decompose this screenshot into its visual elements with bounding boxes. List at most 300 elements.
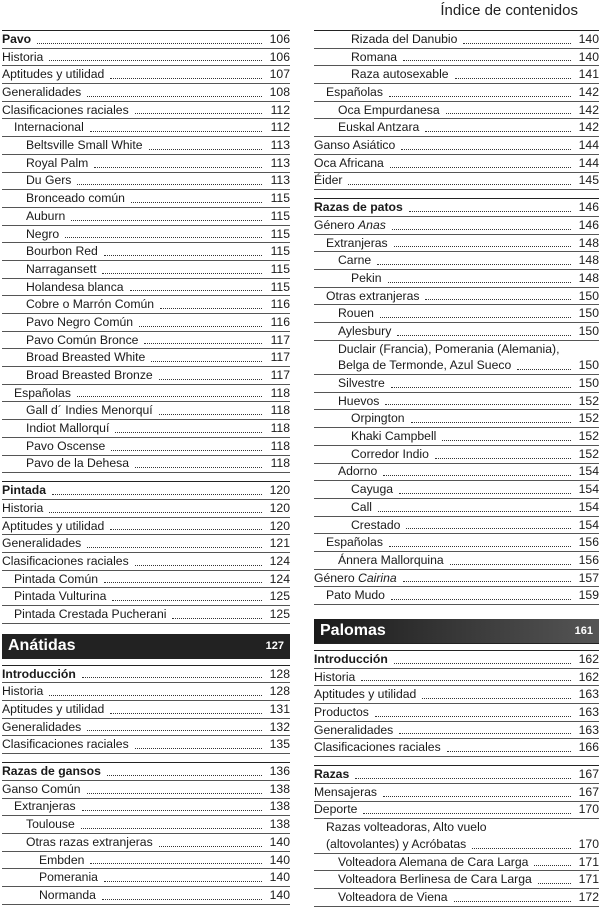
toc-entry-label: Cobre o Marrón Común — [26, 297, 155, 312]
toc-entry-label: Historia — [2, 49, 44, 64]
dot-leader — [454, 900, 571, 902]
toc-entry-label: Otras razas extranjeras — [26, 834, 153, 849]
dot-leader — [102, 272, 262, 274]
dot-leader — [135, 466, 262, 468]
toc-entry-label: Broad Breasted White — [26, 350, 146, 365]
toc-entry-label: Género Anas — [314, 217, 386, 232]
toc-entry[interactable] — [2, 102, 290, 120]
dot-leader — [403, 580, 571, 582]
toc-entry[interactable] — [314, 889, 599, 907]
toc-entry[interactable] — [314, 871, 599, 889]
toc-entry[interactable] — [314, 305, 599, 323]
dot-leader — [110, 77, 262, 79]
dot-leader — [82, 676, 262, 678]
toc-entry[interactable] — [2, 31, 290, 49]
toc-entry-page: 136 — [269, 764, 290, 779]
toc-entry[interactable] — [314, 49, 599, 67]
toc-group — [2, 31, 290, 473]
toc-entry-label: Generalidades — [314, 722, 394, 737]
toc-entry[interactable] — [314, 66, 599, 84]
toc-entry-label: Gall d´ Indies Menorquí — [26, 403, 153, 418]
toc-entry-label: Extranjeras — [14, 799, 76, 814]
dot-leader — [90, 862, 262, 864]
toc-entry[interactable] — [314, 428, 599, 446]
toc-entry-page: 113 — [270, 173, 290, 188]
toc-entry[interactable] — [314, 357, 599, 375]
divider — [314, 644, 599, 651]
toc-entry-page: 125 — [269, 589, 290, 604]
toc-entry-label: Razas de patos — [314, 200, 403, 215]
toc-entry[interactable] — [2, 500, 290, 518]
toc-entry[interactable] — [2, 332, 290, 350]
dot-leader — [391, 598, 571, 600]
toc-group — [314, 766, 599, 907]
toc-entry[interactable] — [2, 816, 290, 834]
dot-leader — [447, 750, 571, 752]
toc-entry[interactable] — [2, 349, 290, 367]
toc-entry-page: 163 — [578, 687, 599, 702]
toc-entry-label: Extranjeras — [326, 235, 388, 250]
dot-leader — [94, 166, 262, 168]
toc-entry-page: 118 — [270, 403, 290, 418]
toc-entry-label: Corredor Indio — [351, 446, 429, 461]
toc-entry-page: 148 — [578, 270, 599, 285]
toc-entry-page: 112 — [270, 120, 290, 135]
toc-entry[interactable] — [314, 669, 599, 687]
dot-leader — [383, 795, 571, 797]
toc-group — [314, 31, 599, 190]
toc-entry-page: 141 — [578, 67, 599, 82]
toc-entry[interactable] — [314, 235, 599, 253]
dot-leader — [151, 360, 262, 362]
dot-leader — [104, 254, 262, 256]
toc-entry-label: Crestado — [351, 517, 401, 532]
toc-entry-page: 170 — [578, 802, 599, 817]
dot-leader — [394, 245, 571, 247]
toc-entry-page: 154 — [578, 482, 599, 497]
toc-entry[interactable] — [2, 119, 290, 137]
toc-entry-page: 118 — [270, 438, 290, 453]
toc-entry-page: 117 — [270, 332, 290, 347]
toc-entry-label: Pavo de la Dehesa — [26, 456, 129, 471]
toc-entry-label: Pintada Crestada Pucherani — [14, 606, 167, 621]
dot-leader — [135, 112, 262, 114]
dot-leader — [377, 263, 571, 265]
toc-entry[interactable] — [2, 482, 290, 500]
toc-entry-label: Género Cairina — [314, 570, 397, 585]
toc-entry-page: 152 — [578, 429, 599, 444]
toc-entry[interactable] — [2, 279, 290, 297]
dot-leader — [90, 130, 262, 132]
dot-leader — [102, 898, 262, 900]
toc-entry[interactable] — [314, 155, 599, 173]
toc-entry[interactable] — [2, 420, 290, 438]
toc-entry-label: Historia — [2, 684, 44, 699]
toc-entry[interactable] — [314, 31, 599, 49]
dot-leader — [472, 847, 571, 849]
dot-leader — [442, 439, 571, 441]
toc-entry[interactable] — [314, 686, 599, 704]
toc-entry-label: Romana — [351, 49, 398, 64]
dot-leader — [81, 827, 262, 829]
toc-entry-page: 115 — [270, 226, 290, 241]
toc-entry-label: Raza autosexable — [351, 67, 449, 82]
dot-leader — [144, 342, 262, 344]
toc-entry-label: Indiot Mallorquí — [26, 421, 110, 436]
toc-entry-label: Generalidades — [2, 85, 82, 100]
toc-entry[interactable] — [314, 252, 599, 270]
toc-entry-page: 150 — [578, 358, 599, 373]
toc-entry-label: Introducción — [314, 651, 388, 666]
toc-entry-page: 108 — [269, 85, 290, 100]
toc-entry[interactable] — [314, 102, 599, 120]
toc-entry[interactable] — [2, 173, 290, 191]
toc-entry[interactable] — [2, 84, 290, 102]
toc-entry[interactable] — [314, 446, 599, 464]
toc-entry-page: 113 — [270, 138, 290, 153]
dot-leader — [401, 148, 571, 150]
dot-leader — [378, 510, 571, 512]
toc-entry[interactable] — [2, 190, 290, 208]
toc-entry-label: Call — [351, 499, 372, 514]
toc-entry[interactable] — [2, 367, 290, 385]
toc-entry-page: 115 — [270, 261, 290, 276]
dot-leader — [383, 474, 571, 476]
toc-entry[interactable] — [314, 836, 599, 854]
toc-entry-page: 120 — [269, 500, 290, 515]
toc-entry[interactable] — [314, 517, 599, 535]
dot-leader — [399, 492, 571, 494]
toc-entry-label: Beltsville Small White — [26, 138, 143, 153]
toc-entry-page: 131 — [269, 702, 290, 717]
toc-entry[interactable] — [2, 385, 290, 403]
dot-leader — [107, 774, 262, 776]
dot-leader — [49, 59, 262, 61]
toc-entry-page: 146 — [578, 200, 599, 215]
toc-entry-label: Pavo Común Bronce — [26, 332, 139, 347]
toc-entry-label: Pavo Oscense — [26, 438, 106, 453]
toc-column-left — [2, 30, 290, 905]
toc-entry[interactable] — [314, 84, 599, 102]
dot-leader — [392, 228, 571, 230]
toc-group — [314, 199, 599, 605]
toc-entry-page: 138 — [269, 781, 290, 796]
toc-entry[interactable] — [314, 651, 599, 669]
toc-entry-page: 152 — [578, 393, 599, 408]
toc-entry-page: 162 — [578, 651, 599, 666]
toc-entry-page: 146 — [578, 217, 599, 232]
dot-leader — [115, 431, 262, 433]
dot-leader — [77, 395, 262, 397]
toc-entry-label: Cayuga — [351, 482, 394, 497]
toc-entry-label: Volteadora Alemana de Cara Larga — [338, 854, 529, 869]
toc-entry[interactable] — [314, 323, 599, 341]
toc-entry-page: 118 — [270, 421, 290, 436]
toc-entry[interactable] — [314, 464, 599, 482]
toc-entry-label: Bourbon Red — [26, 244, 98, 259]
toc-entry-label: Deporte — [314, 802, 358, 817]
dot-leader — [517, 368, 571, 370]
toc-entry-label: Euskal Antzara — [338, 120, 420, 135]
toc-entry[interactable] — [314, 270, 599, 288]
toc-entry[interactable] — [2, 869, 290, 887]
toc-entry[interactable] — [314, 393, 599, 411]
toc-entry[interactable] — [314, 199, 599, 217]
toc-entry-label: Clasificaciones raciales — [314, 740, 441, 755]
toc-entry-page: 140 — [269, 887, 290, 902]
toc-entry-label: Pato Mudo — [326, 588, 385, 603]
toc-entry-page: 113 — [270, 155, 290, 170]
dot-leader — [131, 201, 262, 203]
toc-entry-label: Aptitudes y utilidad — [314, 687, 417, 702]
dot-leader — [394, 662, 571, 664]
toc-entry-page: 140 — [269, 870, 290, 885]
toc-entry[interactable] — [2, 226, 290, 244]
toc-entry[interactable] — [314, 217, 599, 235]
toc-entry[interactable] — [314, 119, 599, 137]
toc-entry-page: 148 — [578, 253, 599, 268]
toc-entry-label: Pomerania — [39, 870, 98, 885]
toc-entry-label: Orpington — [351, 411, 405, 426]
toc-entry-label: Éider — [314, 173, 343, 188]
toc-entry[interactable] — [2, 666, 290, 684]
toc-entry[interactable] — [2, 852, 290, 870]
toc-entry-page: 132 — [269, 719, 290, 734]
toc-entry-label: Broad Breasted Bronze — [26, 368, 153, 383]
dot-leader — [82, 809, 262, 811]
dot-leader — [361, 679, 571, 681]
toc-entry-label: Oca Empurdanesa — [338, 102, 440, 117]
dot-leader — [71, 219, 262, 221]
toc-entry[interactable] — [2, 588, 290, 606]
divider — [2, 754, 290, 763]
toc-entry[interactable] — [2, 887, 290, 905]
toc-entry-page: 117 — [270, 368, 290, 383]
toc-entry-page: 120 — [269, 518, 290, 533]
toc-entry[interactable] — [2, 719, 290, 737]
toc-entry-label: Toulouse — [26, 817, 75, 832]
toc-entry[interactable] — [314, 375, 599, 393]
toc-entry-label: Ganso Asiático — [314, 138, 396, 153]
toc-entry[interactable] — [314, 766, 599, 784]
toc-entry-page: 148 — [578, 235, 599, 250]
dot-leader — [52, 493, 262, 495]
toc-entry[interactable] — [2, 571, 290, 589]
toc-entry-label: Volteadora de Viena — [338, 889, 448, 904]
toc-entry[interactable] — [314, 570, 599, 588]
toc-entry-page: 128 — [269, 666, 290, 681]
toc-entry-page: 135 — [269, 737, 290, 752]
toc-entry[interactable] — [2, 683, 290, 701]
toc-entry-label: Productos — [314, 705, 369, 720]
toc-entry-label: Otras extranjeras — [326, 288, 420, 303]
dot-leader — [49, 694, 262, 696]
toc-entry-label: Pavo Negro Común — [26, 314, 134, 329]
toc-entry-page: 138 — [269, 817, 290, 832]
toc-entry[interactable] — [314, 341, 599, 358]
toc-entry[interactable] — [2, 66, 290, 84]
toc-entry[interactable] — [314, 173, 599, 191]
dot-leader — [172, 617, 262, 619]
toc-entry-page: 162 — [578, 669, 599, 684]
toc-entry-page: 170 — [578, 836, 599, 851]
toc-entry[interactable] — [2, 781, 290, 799]
dot-leader — [159, 845, 262, 847]
toc-entry-page: 140 — [269, 834, 290, 849]
toc-entry-label: Rizada del Danubio — [351, 31, 458, 46]
toc-entry-page: 156 — [578, 552, 599, 567]
dot-leader — [135, 747, 262, 749]
toc-entry[interactable] — [2, 155, 290, 173]
toc-entry[interactable] — [2, 799, 290, 817]
dot-leader — [375, 715, 571, 717]
toc-entry-page: 140 — [269, 852, 290, 867]
toc-entry-label: Belga de Termonde, Azul Sueco — [338, 358, 512, 373]
toc-entry-label: Internacional — [14, 120, 84, 135]
dot-leader — [388, 281, 572, 283]
dot-leader — [65, 236, 262, 238]
dot-leader — [389, 95, 571, 97]
page-header-title: Índice de contenidos — [440, 2, 578, 19]
toc-entry-page: 163 — [578, 705, 599, 720]
toc-entry[interactable] — [314, 802, 599, 820]
section-header-anatidas[interactable] — [2, 634, 290, 659]
toc-entry[interactable] — [2, 553, 290, 571]
toc-entry-label: Auburn — [26, 208, 66, 223]
toc-entry[interactable] — [314, 739, 599, 757]
dot-leader — [159, 378, 262, 380]
toc-entry-page: 171 — [578, 854, 599, 869]
toc-entry[interactable] — [2, 606, 290, 624]
toc-entry[interactable] — [314, 499, 599, 517]
toc-entry-label: Españolas — [14, 385, 71, 400]
toc-entry-page: 152 — [578, 411, 599, 426]
toc-entry[interactable] — [2, 701, 290, 719]
toc-entry[interactable] — [314, 288, 599, 306]
toc-entry-page: 167 — [578, 784, 599, 799]
toc-group — [2, 763, 290, 905]
toc-entry[interactable] — [314, 587, 599, 605]
toc-entry[interactable] — [314, 819, 599, 836]
toc-entry-label: Españolas — [326, 85, 383, 100]
toc-entry-page: 138 — [269, 799, 290, 814]
toc-entry-label: (altovolantes) y Acróbatas — [326, 836, 467, 851]
toc-entry-label: Pavo — [2, 31, 32, 46]
dot-leader — [422, 697, 571, 699]
toc-entry[interactable] — [314, 722, 599, 740]
section-header-palomas[interactable] — [314, 619, 599, 644]
toc-entry-page: 106 — [269, 49, 290, 64]
dot-leader — [87, 546, 262, 548]
toc-entry-label: Royal Palm — [26, 155, 89, 170]
toc-entry[interactable] — [2, 736, 290, 754]
toc-entry-page: 150 — [578, 306, 599, 321]
toc-entry-label: Introducción — [2, 666, 76, 681]
dot-leader — [77, 183, 262, 185]
toc-entry[interactable] — [2, 261, 290, 279]
toc-entry-label: Historia — [314, 669, 356, 684]
toc-entry-label: Razas — [314, 767, 350, 782]
toc-entry-page: 163 — [578, 722, 599, 737]
toc-entry[interactable] — [2, 518, 290, 536]
dot-leader — [104, 581, 262, 583]
toc-entry-page: 159 — [578, 588, 599, 603]
toc-entry-page: 154 — [578, 517, 599, 532]
toc-entry-page: 150 — [578, 376, 599, 391]
toc-entry[interactable] — [2, 535, 290, 553]
toc-entry-label: Pintada Vulturina — [14, 589, 107, 604]
toc-entry-label: Narragansett — [26, 261, 97, 276]
toc-entry-label: Embden — [39, 852, 85, 867]
toc-entry-page: 145 — [578, 173, 599, 188]
toc-entry-page: 142 — [578, 85, 599, 100]
dot-leader — [403, 59, 571, 61]
toc-entry-label: Duclair (Francia), Pomerania (Alemania), — [338, 341, 560, 356]
toc-entry-page: 128 — [269, 684, 290, 699]
toc-group — [2, 482, 290, 624]
toc-entry[interactable] — [2, 402, 290, 420]
toc-entry-label: Volteadora Berlinesa de Cara Larga — [338, 872, 532, 887]
dot-leader — [450, 563, 571, 565]
toc-entry[interactable] — [314, 784, 599, 802]
toc-entry-label: Clasificaciones raciales — [2, 102, 129, 117]
dot-leader — [130, 289, 262, 291]
toc-entry-label: Oca Africana — [314, 155, 384, 170]
toc-entry-label: Razas de gansos — [2, 764, 101, 779]
toc-entry-page: 120 — [269, 483, 290, 498]
dot-leader — [425, 298, 571, 300]
toc-entry-label: Pekin — [351, 270, 382, 285]
toc-entry[interactable] — [2, 243, 290, 261]
toc-entry-label: Holandesa blanca — [26, 279, 124, 294]
toc-entry[interactable] — [2, 456, 290, 474]
toc-entry[interactable] — [314, 410, 599, 428]
toc-entry[interactable] — [314, 481, 599, 499]
toc-entry-label: Aptitudes y utilidad — [2, 67, 105, 82]
toc-entry[interactable] — [2, 208, 290, 226]
divider — [2, 473, 290, 482]
dot-leader — [435, 457, 571, 459]
dot-leader — [139, 325, 262, 327]
toc-entry-label: Huevos — [338, 393, 380, 408]
toc-entry-label: Clasificaciones raciales — [2, 553, 129, 568]
dot-leader — [538, 882, 571, 884]
toc-entry-page: 140 — [578, 49, 599, 64]
toc-entry-label: Clasificaciones raciales — [2, 737, 129, 752]
toc-entry-label: Razas volteadoras, Alto vuelo — [326, 820, 487, 835]
toc-entry-page: 115 — [270, 191, 290, 206]
dot-leader — [49, 511, 262, 513]
toc-entry-label: Españolas — [326, 535, 383, 550]
toc-entry[interactable] — [314, 534, 599, 552]
toc-entry-page: 124 — [269, 571, 290, 586]
dot-leader — [37, 42, 262, 44]
toc-entry-page: 156 — [578, 535, 599, 550]
toc-entry[interactable] — [314, 854, 599, 872]
toc-entry[interactable] — [314, 137, 599, 155]
toc-entry-page: 115 — [270, 244, 290, 259]
toc-entry[interactable] — [2, 763, 290, 781]
toc-entry-label: Adorno — [338, 464, 378, 479]
toc-entry[interactable] — [2, 296, 290, 314]
toc-entry[interactable] — [2, 49, 290, 67]
toc-entry[interactable] — [2, 314, 290, 332]
toc-entry[interactable] — [314, 552, 599, 570]
toc-entry[interactable] — [314, 704, 599, 722]
toc-entry[interactable] — [2, 137, 290, 155]
dot-leader — [348, 183, 571, 185]
toc-entry[interactable] — [2, 438, 290, 456]
